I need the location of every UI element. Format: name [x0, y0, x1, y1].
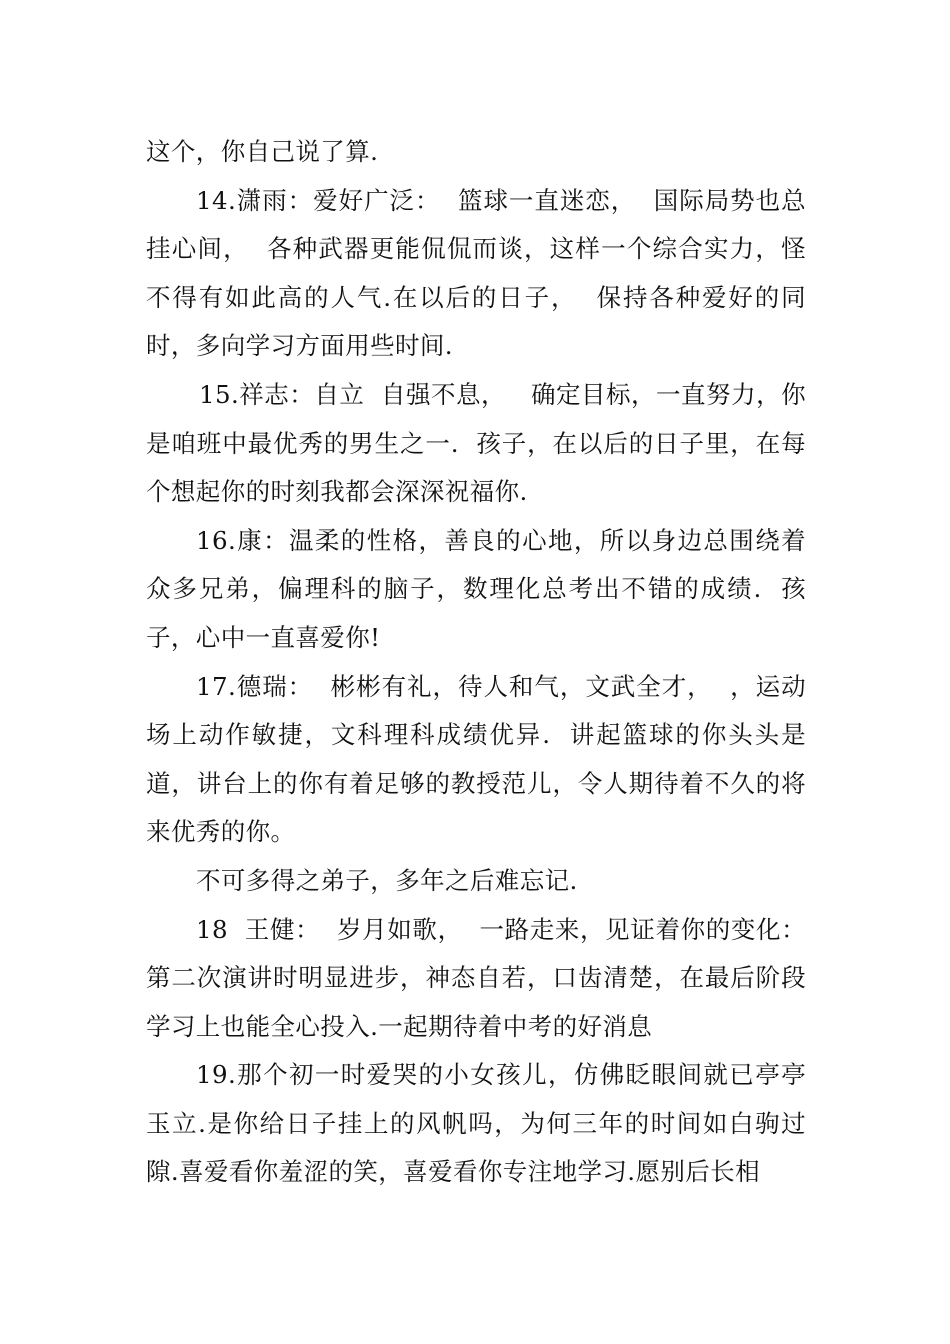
paragraph-closing-note: 不可多得之弟子，多年之后难忘记.: [196, 865, 578, 895]
paragraph-14: 14.潇雨：爱好广泛： 篮球一直迷恋， 国际局势也总挂心间， 各种武器更能侃侃而谈，这样一个综合实力，怪不得有如此高的人气.在以后的日子， 保持各种爱好的同时，多向学习方面用些时间.: [146, 185, 806, 361]
paragraph-15: 15.祥志：自立 自强不息， 确定目标，一直努力，你是咱班中最优秀的男生之一. 孩子，在以后的日子里，在每个想起你的时刻我都会深深祝福你.: [146, 379, 806, 507]
paragraph-16: 16.康：温柔的性格，善良的心地，所以身边总围绕着众多兄弟，偏理科的脑子，数理化总考出不错的成绩. 孩子，心中一直喜爱你!: [146, 525, 806, 652]
paragraph-19: 19.那个初一时爱哭的小女孩儿，仿佛眨眼间就已亭亭玉立.是你给日子挂上的风帆吗，为何三年的时间如白驹过隙.喜爱看你羞涩的笑，喜爱看你专注地学习.愿别后长相: [146, 1060, 806, 1187]
paragraph-18: 18 王健： 岁月如歌， 一路走来，见证着你的变化：第二次演讲时明显进步，神态自若，口齿清楚，在最后阶段学习上也能全心投入.一起期待着中考的好消息: [146, 914, 806, 1041]
document-body: [146, 128, 806, 1197]
paragraph-continuation: 这个，你自己说了算.: [146, 137, 379, 166]
paragraph-17: 17.德瑞： 彬彬有礼，待人和气，文武全才， ，运动场上动作敏捷，文科理科成绩优异. 讲起篮球的你头头是道，讲台上的你有着足够的教授范儿，令人期待着不久的将来优秀的你。: [146, 671, 806, 847]
